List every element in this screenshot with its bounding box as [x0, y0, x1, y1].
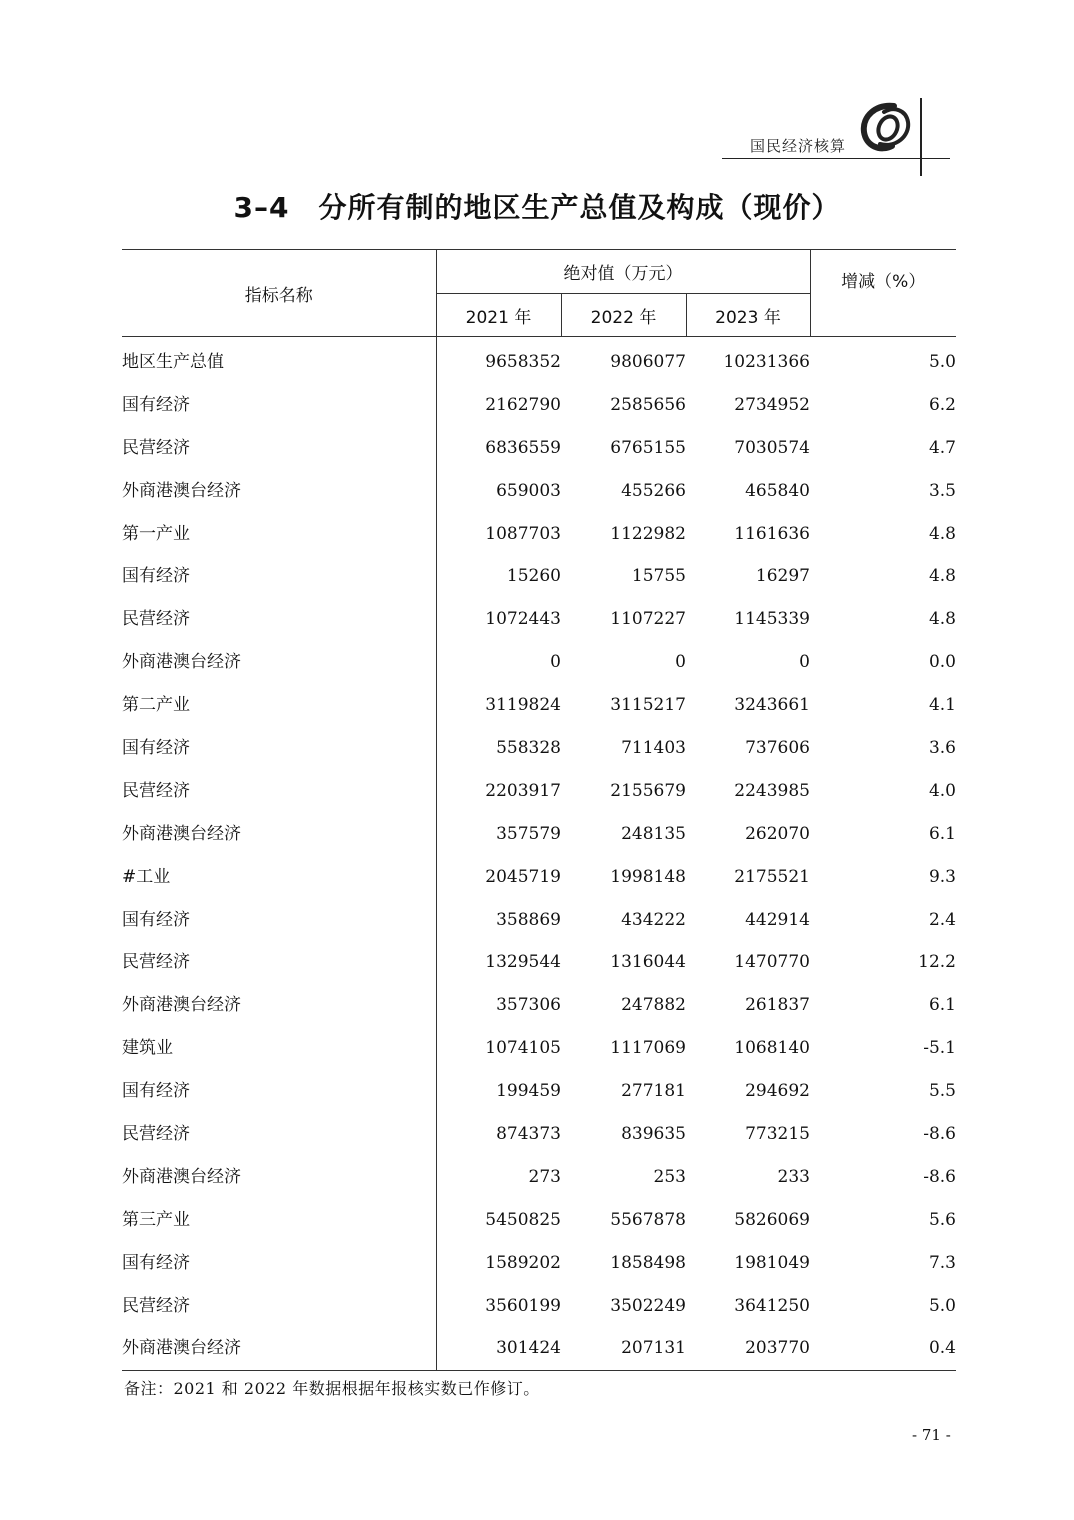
table-title: 3–4 分所有制的地区生产总值及构成（现价）	[233, 191, 841, 224]
row-value-2023: 5826069	[734, 1209, 810, 1230]
row-value-2022: 3502249	[610, 1295, 686, 1316]
row-value-2023: 294692	[745, 1081, 810, 1102]
row-value-2023: 773215	[745, 1123, 810, 1144]
row-change-percent: 0.0	[928, 652, 956, 673]
row-value-2021: 1072443	[485, 609, 561, 630]
header-year: 2022 年	[561, 294, 686, 337]
table-row	[122, 684, 956, 727]
row-value-2023: 233	[777, 1166, 810, 1187]
row-value-2023: 1161636	[734, 523, 810, 544]
row-value-2023: 2243985	[734, 780, 810, 801]
table-row	[122, 384, 956, 427]
row-value-2023: 0	[799, 652, 810, 673]
row-indicator-name: 外商港澳台经济	[122, 1327, 436, 1370]
row-value-2021: 3560199	[485, 1295, 561, 1316]
row-indicator-name: 国有经济	[122, 1242, 436, 1285]
header-absolute-value: 绝对值（万元）	[436, 250, 810, 294]
row-change-percent: 5.0	[928, 351, 956, 372]
row-value-2023: 737606	[745, 737, 810, 758]
row-indicator-name: 地区生产总值	[122, 337, 436, 384]
row-indicator-name: 民营经济	[122, 598, 436, 641]
row-value-2022: 6765155	[610, 437, 686, 458]
table-row	[122, 1327, 956, 1370]
table-row	[122, 727, 956, 770]
row-indicator-name: #工业	[122, 856, 436, 899]
row-change-percent: 4.8	[928, 609, 956, 630]
table-row	[122, 899, 956, 942]
row-change-percent: -8.6	[923, 1123, 956, 1144]
row-change-percent: 5.5	[928, 1081, 956, 1102]
row-value-2021: 2045719	[485, 866, 561, 887]
table-row	[122, 1113, 956, 1156]
row-value-2023: 1981049	[734, 1252, 810, 1273]
row-value-2021: 357579	[496, 823, 561, 844]
row-change-percent: 3.6	[928, 737, 956, 758]
row-value-2023: 465840	[745, 480, 810, 501]
table-row	[122, 770, 956, 813]
table-row	[122, 856, 956, 899]
row-indicator-name: 民营经济	[122, 427, 436, 470]
row-value-2023: 1145339	[734, 609, 810, 630]
row-value-2022: 15755	[631, 566, 686, 587]
row-change-percent: -5.1	[923, 1038, 956, 1059]
row-value-2022: 434222	[621, 909, 686, 930]
table-row	[122, 598, 956, 641]
row-value-2023: 1470770	[734, 952, 810, 973]
row-value-2022: 207131	[561, 1327, 686, 1370]
row-indicator-name: 第三产业	[122, 1199, 436, 1242]
row-value-2021: 2162790	[485, 394, 561, 415]
row-value-2023: 10231366	[723, 351, 810, 372]
row-value-2022: 2585656	[610, 394, 686, 415]
row-value-2022: 1858498	[610, 1252, 686, 1273]
row-change-percent: 4.7	[928, 437, 956, 458]
header-year: 2021 年	[436, 294, 561, 337]
table-row	[122, 1242, 956, 1285]
row-value-2021: 874373	[496, 1123, 561, 1144]
row-value-2021: 9658352	[485, 351, 561, 372]
row-value-2021: 301424	[436, 1327, 561, 1370]
row-value-2021: 1087703	[485, 523, 561, 544]
row-value-2021: 15260	[506, 566, 561, 587]
row-change-percent: 3.5	[928, 480, 956, 501]
row-indicator-name: 建筑业	[122, 1027, 436, 1070]
table-row	[122, 337, 956, 384]
row-value-2023: 2175521	[734, 866, 810, 887]
table-row	[122, 813, 956, 856]
row-indicator-name: 民营经济	[122, 1285, 436, 1328]
page-number: - 71 -	[912, 1426, 951, 1444]
row-indicator-name: 外商港澳台经济	[122, 1156, 436, 1199]
row-value-2022: 253	[653, 1166, 686, 1187]
row-value-2021: 3119824	[485, 695, 561, 716]
row-value-2022: 5567878	[610, 1209, 686, 1230]
header-year: 2023 年	[686, 294, 810, 337]
row-value-2023: 203770	[686, 1327, 810, 1370]
row-change-percent: 6.2	[928, 394, 956, 415]
row-change-percent: -8.6	[923, 1166, 956, 1187]
row-change-percent: 4.8	[928, 523, 956, 544]
row-indicator-name: 外商港澳台经济	[122, 984, 436, 1027]
gdp-by-ownership-table	[122, 249, 956, 1371]
row-indicator-name: 民营经济	[122, 941, 436, 984]
row-value-2021: 1589202	[485, 1252, 561, 1273]
row-indicator-name: 国有经济	[122, 899, 436, 942]
table-row	[122, 513, 956, 556]
row-value-2021: 273	[528, 1166, 561, 1187]
row-value-2023: 261837	[745, 995, 810, 1016]
row-value-2021: 357306	[496, 995, 561, 1016]
row-value-2021: 199459	[496, 1081, 561, 1102]
row-value-2023: 1068140	[734, 1038, 810, 1059]
row-value-2022: 3115217	[610, 695, 686, 716]
table-row	[122, 1156, 956, 1199]
row-indicator-name: 国有经济	[122, 384, 436, 427]
row-value-2021: 358869	[496, 909, 561, 930]
running-header-rule	[722, 158, 950, 159]
row-value-2023: 7030574	[734, 437, 810, 458]
table-row	[122, 1285, 956, 1328]
row-indicator-name: 第二产业	[122, 684, 436, 727]
row-indicator-name: 国有经济	[122, 1070, 436, 1113]
row-value-2021: 1074105	[485, 1038, 561, 1059]
row-value-2022: 0	[675, 652, 686, 673]
row-value-2022: 247882	[621, 995, 686, 1016]
row-value-2021: 659003	[496, 480, 561, 501]
row-value-2023: 3243661	[734, 695, 810, 716]
row-value-2021: 6836559	[485, 437, 561, 458]
row-value-2021: 1329544	[485, 952, 561, 973]
header-indicator-name: 指标名称	[122, 250, 436, 337]
row-value-2021: 558328	[496, 737, 561, 758]
row-value-2022: 9806077	[610, 351, 686, 372]
row-indicator-name: 国有经济	[122, 727, 436, 770]
row-value-2022: 1122982	[610, 523, 686, 544]
row-change-percent: 4.8	[928, 566, 956, 587]
row-value-2022: 248135	[621, 823, 686, 844]
row-indicator-name: 民营经济	[122, 1113, 436, 1156]
row-change-percent: 2.4	[928, 909, 956, 930]
row-change-percent: 5.0	[928, 1295, 956, 1316]
row-indicator-name: 外商港澳台经济	[122, 641, 436, 684]
table-row	[122, 641, 956, 684]
row-value-2023: 2734952	[734, 394, 810, 415]
row-value-2022: 711403	[621, 737, 686, 758]
row-value-2023: 3641250	[734, 1295, 810, 1316]
row-change-percent: 4.1	[928, 695, 956, 716]
running-header-vertical-rule	[920, 98, 922, 176]
row-change-percent: 6.1	[928, 823, 956, 844]
table-row	[122, 1070, 956, 1113]
row-change-percent: 12.2	[918, 952, 956, 973]
table-row	[122, 470, 956, 513]
row-value-2021: 5450825	[485, 1209, 561, 1230]
table-row	[122, 427, 956, 470]
row-change-percent: 6.1	[928, 995, 956, 1016]
row-value-2023: 262070	[745, 823, 810, 844]
row-indicator-name: 外商港澳台经济	[122, 813, 436, 856]
row-change-percent: 7.3	[928, 1252, 956, 1273]
row-value-2022: 1316044	[610, 952, 686, 973]
row-value-2021: 0	[550, 652, 561, 673]
table-row	[122, 1027, 956, 1070]
row-value-2023: 16297	[755, 566, 810, 587]
row-indicator-name: 外商港澳台经济	[122, 470, 436, 513]
row-value-2022: 1107227	[610, 609, 686, 630]
table-row	[122, 1199, 956, 1242]
row-change-percent: 9.3	[928, 866, 956, 887]
national-accounts-logo-icon	[856, 100, 916, 158]
row-change-percent: 5.6	[928, 1209, 956, 1230]
table-row	[122, 941, 956, 984]
row-value-2021: 2203917	[485, 780, 561, 801]
row-value-2022: 1117069	[610, 1038, 686, 1059]
row-value-2022: 277181	[621, 1081, 686, 1102]
running-header-title: 国民经济核算	[750, 137, 847, 155]
row-value-2022: 2155679	[610, 780, 686, 801]
row-value-2022: 1998148	[610, 866, 686, 887]
table-row	[122, 984, 956, 1027]
row-value-2022: 455266	[621, 480, 686, 501]
row-value-2023: 442914	[745, 909, 810, 930]
table-row	[122, 555, 956, 598]
header-change-percent: 增减（%）	[810, 250, 956, 337]
row-value-2022: 839635	[621, 1123, 686, 1144]
row-indicator-name: 第一产业	[122, 513, 436, 556]
row-indicator-name: 国有经济	[122, 555, 436, 598]
row-change-percent: 0.4	[810, 1327, 956, 1370]
row-change-percent: 4.0	[928, 780, 956, 801]
row-indicator-name: 民营经济	[122, 770, 436, 813]
table-note: 备注：2021 和 2022 年数据根据年报核实数已作修订。	[124, 1379, 540, 1398]
